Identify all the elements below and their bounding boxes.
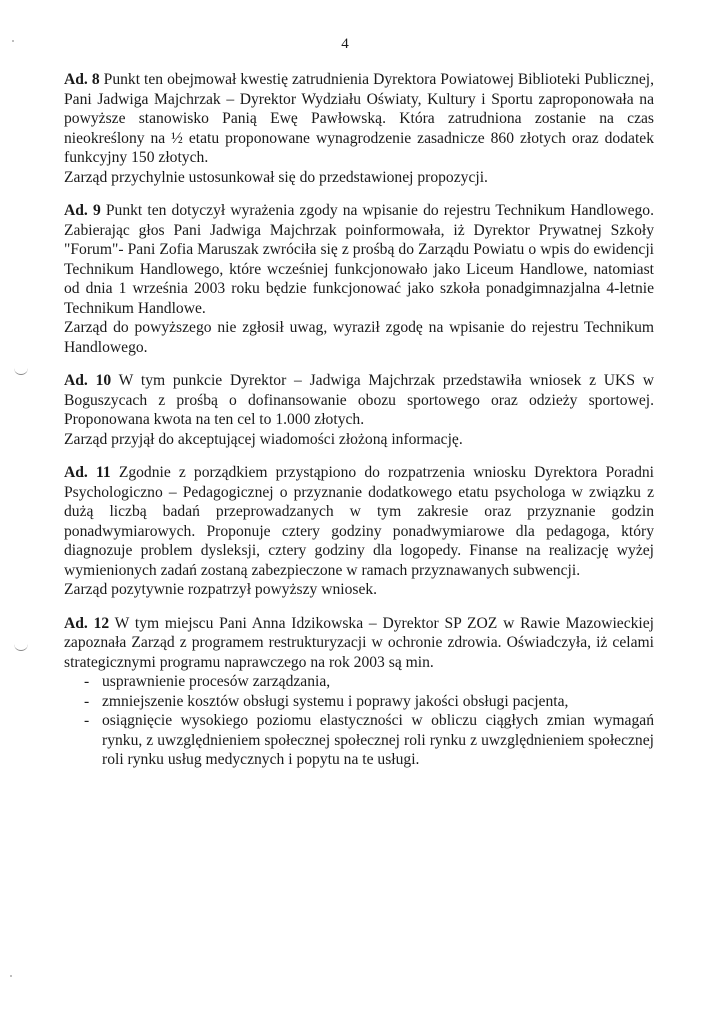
section-text [64, 371, 654, 430]
section-body: Punkt ten dotyczył wyrażenia zgody na wpisanie do rejestru Technikum Handlowego. Zabierając głos Pani Jadwiga Majchrzak poinformowała, iż Dyrektor Prywatnej Szkoły "Forum"- Pani Zofia Maruszak zwróciła się z prośbą do Zarządu Powiatu o wpis do ewidencji Technikum Handlowego, które wcześniej funkcjonowało jako Liceum Handlowe, natomiast od dnia 1 września 2003 roku będzie funkcjonować jako szkoła ponadgimnazjalna 4-letnie Technikum Handlowe. [64, 202, 654, 317]
section-ad-9 [64, 201, 654, 357]
section-text [64, 463, 654, 580]
bullet-marker: - [84, 692, 90, 710]
bullet-marker: - [84, 673, 90, 690]
bullet-list [64, 672, 654, 770]
list-item-text: zmniejszenie kosztów obsługi systemu i poprawy jakości obsługi pacjenta, [102, 692, 569, 710]
list-item-text: usprawnienie procesów zarządzania, [102, 673, 331, 690]
section-decision: Zarząd do powyższego nie zgłosił uwag, wyraził zgodę na wpisanie do rejestru Technikum Handlowego. [64, 319, 654, 356]
scan-speck [12, 40, 14, 42]
list-item-text: osiągnięcie wysokiego poziomu elastyczności w obliczu ciągłych zmian wymagań rynku, z uwzględnieniem społecznej społecznej roli rynku z uwzględnieniem społecznej roli rynku usług medycznych i popytu na te usługi. [102, 712, 654, 768]
scan-margin-mark [14, 640, 28, 651]
section-label: Ad. 12 [64, 614, 110, 632]
scan-speck [10, 975, 12, 977]
section-ad-8 [64, 70, 654, 187]
section-ad-11 [64, 463, 654, 600]
section-decision: Zarząd pozytywnie rozpatrzył powyższy wniosek. [64, 581, 378, 598]
section-text [64, 70, 654, 168]
section-decision: Zarząd przychylnie ustosunkował się do przedstawionej propozycji. [64, 168, 488, 186]
section-ad-10 [64, 371, 654, 449]
section-body: Punkt ten obejmował kwestię zatrudnienia Dyrektora Powiatowej Biblioteki Publicznej, Pani Jadwiga Majchrzak – Dyrektor Wydziału Oświaty, Kultury i Sportu zaproponowała na powyższe stanowisko Panią Ewę Pawłowską. Która zatrudniona zostanie na czas nieokreślony na ½ etatu proponowane wynagrodzenie zasadnicze 860 złotych oraz dodatek funkcyjny 150 złotych. [64, 71, 654, 166]
section-text [64, 201, 654, 318]
scan-margin-mark [14, 364, 28, 375]
section-label: Ad. 8 [64, 71, 100, 88]
section-body: W tym miejscu Pani Anna Idzikowska – Dyrektor SP ZOZ w Rawie Mazowieckiej zapoznała Zarząd z programem restrukturyzacji w ochronie zdrowia. Oświadczyła, iż celami strategicznymi programu naprawczego na rok 2003 są min. [64, 614, 655, 671]
section-body: Zgodnie z porządkiem przystąpiono do rozpatrzenia wniosku Dyrektora Poradni Psychologiczno – Pedagogicznej o przyznanie dodatkowego etatu psychologa w związku z dużą liczbą badań przeprowadzanych w tym zakresie oraz przyznanie godzin ponadwymiarowych. Proponuje cztery godziny ponadwymiarowe dla pedagoga, który diagnozuje problem dysleksji, cztery godziny dla logopedy. Finanse na realizację wyżej wymienionych zadań zostaną zabezpieczone w ramach przyznawanych subwencji. [64, 464, 654, 579]
section-body: W tym punkcie Dyrektor – Jadwiga Majchrzak przedstawiła wniosek z UKS w Boguszycach z prośbą o dofinansowanie obozu sportowego oraz odzieży sportowej. Proponowana kwota na ten cel to 1.000 złotych. [64, 372, 655, 428]
section-label: Ad. 10 [64, 372, 112, 389]
bullet-marker: - [84, 712, 90, 729]
list-item [84, 711, 654, 770]
document-body [64, 70, 654, 784]
section-ad-12 [64, 614, 654, 770]
section-label: Ad. 9 [64, 202, 101, 219]
section-text [64, 614, 654, 673]
list-item [84, 692, 654, 712]
section-label: Ad. 11 [64, 464, 111, 481]
section-decision: Zarząd przyjął do akceptującej wiadomości złożoną informację. [64, 430, 463, 448]
page-number: 4 [341, 36, 349, 52]
list-item [84, 672, 654, 692]
